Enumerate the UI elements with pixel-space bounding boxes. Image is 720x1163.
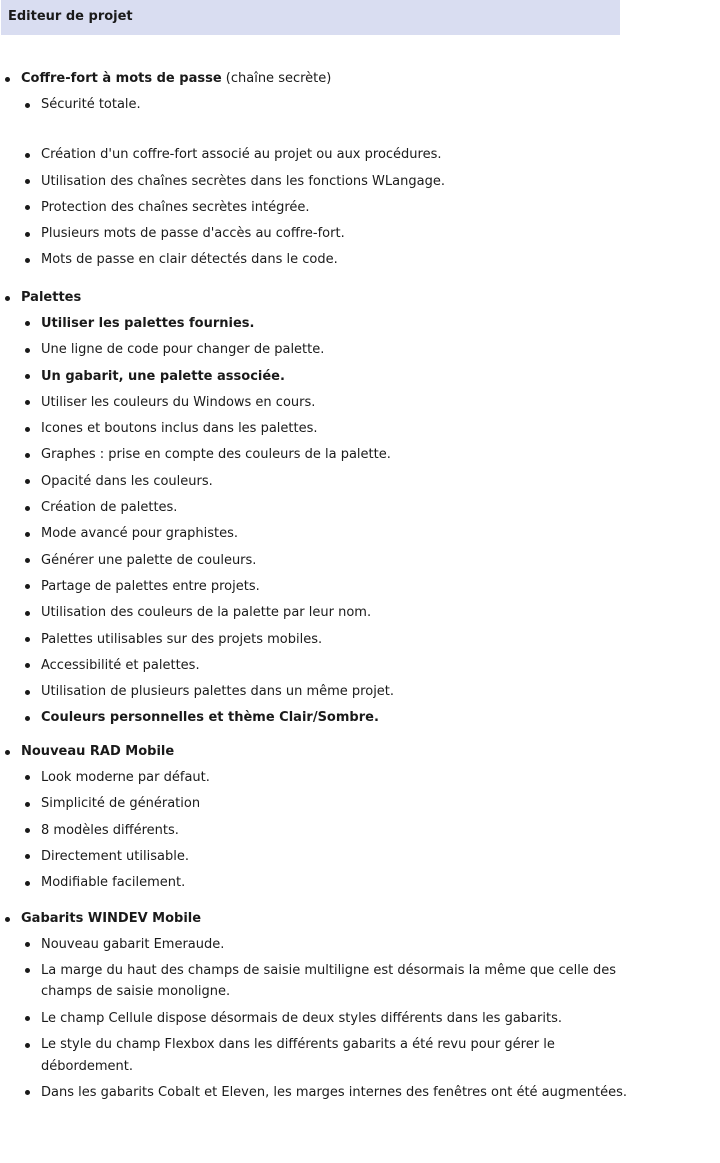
section-title: Coffre-fort à mots de passe: [21, 71, 222, 86]
list-item: Protection des chaînes secrètes intégrée.: [0, 197, 641, 219]
section-title: Nouveau RAD Mobile: [21, 743, 175, 759]
section-heading: [0, 285, 690, 311]
list-item: Simplicité de génération: [0, 793, 641, 815]
list-item: Utilisation des couleurs de la palette par leur nom.: [0, 602, 641, 624]
feature-sublist: [0, 313, 690, 729]
list-item: Plusieurs mots de passe d'accès au coffre-fort.: [0, 223, 641, 245]
section-gabarits-windev-mobile: [0, 906, 690, 1104]
list-item: Modifiable facilement.: [0, 872, 641, 894]
list-item: Mode avancé pour graphistes.: [0, 523, 641, 545]
list-item: Utilisation des chaînes secrètes dans les fonctions WLangage.: [0, 171, 641, 193]
section-heading: [0, 739, 690, 765]
list-item: Le style du champ Flexbox dans les différents gabarits a été revu pour gérer le débordement.: [0, 1034, 641, 1077]
list-item: Création d'un coffre-fort associé au projet ou aux procédures.: [0, 144, 641, 166]
list-item: Générer une palette de couleurs.: [0, 550, 641, 572]
feature-list: [0, 66, 690, 1108]
list-item: Couleurs personnelles et thème Clair/Sombre.: [0, 707, 641, 729]
section-coffre-fort-a-mots-de-passe: [0, 66, 690, 271]
list-item: Sécurité totale.: [0, 94, 641, 116]
list-item: Accessibilité et palettes.: [0, 655, 641, 677]
section-palettes: [0, 285, 690, 729]
list-item: Un gabarit, une palette associée.: [0, 366, 641, 388]
list-item: Nouveau gabarit Emeraude.: [0, 934, 641, 956]
header-bar: [1, 0, 620, 35]
list-item: Directement utilisable.: [0, 846, 641, 868]
list-item: La marge du haut des champs de saisie multiligne est désormais la même que celle des champs de saisie monoligne.: [0, 960, 641, 1003]
list-item: Le champ Cellule dispose désormais de deux styles différents dans les gabarits.: [0, 1008, 641, 1030]
page-title: Editeur de projet: [8, 9, 133, 24]
feature-sublist: [0, 144, 690, 271]
section-note: (chaîne secrète): [225, 71, 332, 86]
list-item: Opacité dans les couleurs.: [0, 471, 641, 493]
section-nouveau-rad-mobile: [0, 739, 690, 894]
list-item: Graphes : prise en compte des couleurs de la palette.: [0, 444, 641, 466]
group-spacer: [0, 120, 690, 142]
feature-sublist: [0, 934, 690, 1104]
list-item: Création de palettes.: [0, 497, 641, 519]
section-heading: [0, 66, 690, 92]
list-item: Une ligne de code pour changer de palette.: [0, 339, 641, 361]
list-item: Utiliser les couleurs du Windows en cours.: [0, 392, 641, 414]
list-item: Partage de palettes entre projets.: [0, 576, 641, 598]
list-item: Icones et boutons inclus dans les palettes.: [0, 418, 641, 440]
section-title: Palettes: [21, 289, 82, 305]
section-title: Gabarits WINDEV Mobile: [21, 910, 202, 926]
list-item: Mots de passe en clair détectés dans le code.: [0, 249, 641, 271]
list-item: Look moderne par défaut.: [0, 767, 641, 789]
list-item: Utilisation de plusieurs palettes dans un même projet.: [0, 681, 641, 703]
list-item: Palettes utilisables sur des projets mobiles.: [0, 629, 641, 651]
feature-sublist: [0, 94, 690, 116]
list-item: 8 modèles différents.: [0, 820, 641, 842]
section-heading: [0, 906, 690, 932]
list-item: Utiliser les palettes fournies.: [0, 313, 641, 335]
list-item: Dans les gabarits Cobalt et Eleven, les marges internes des fenêtres ont été augmentées.: [0, 1082, 641, 1104]
feature-sublist: [0, 767, 690, 894]
